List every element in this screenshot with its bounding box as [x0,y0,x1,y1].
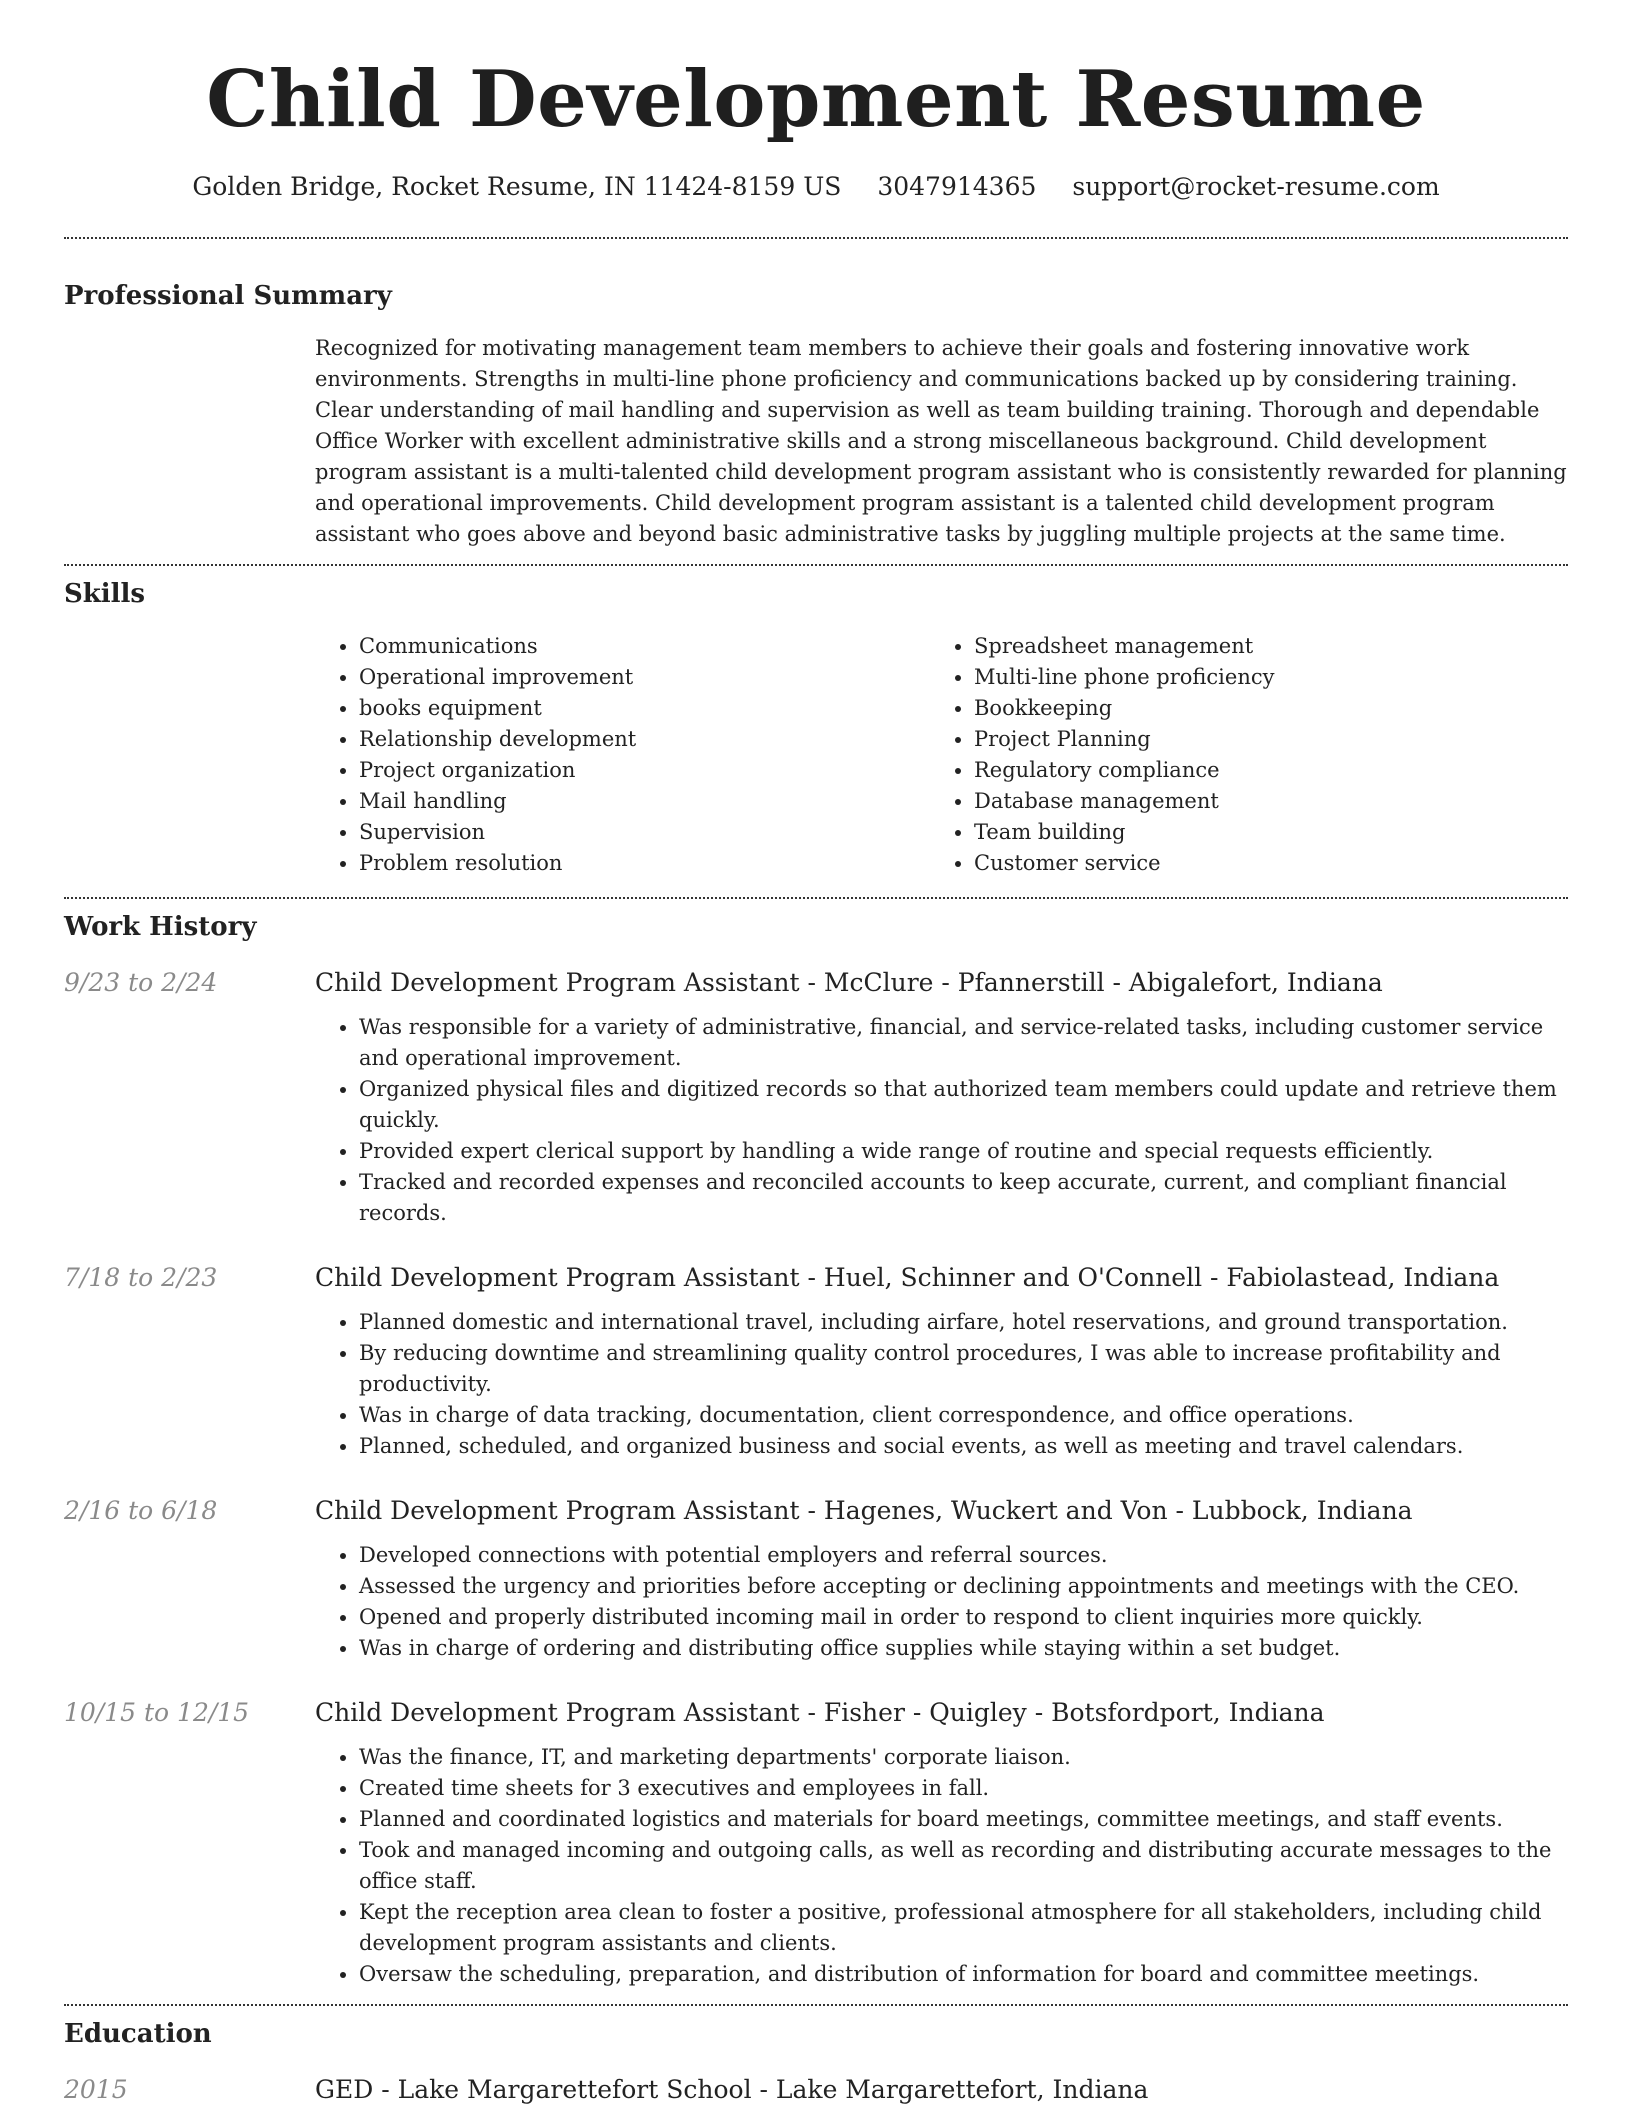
job-title: Child Development Program Assistant - McClure - Pfannerstill - Abigalefort, Indiana [315,968,1383,997]
skill-item: • Multi-line phone proficiency [974,662,1545,693]
section-heading: Work History [64,912,257,942]
job-entry [64,1494,1568,1664]
job-entry [64,966,1568,1229]
job-bullet: • Planned and coordinated logistics and materials for board meetings, committee meetings, and staff events. [359,1804,1568,1835]
skill-item: • Supervision [359,817,930,848]
job-bullet: • Was the finance, IT, and marketing departments' corporate liaison. [359,1742,1568,1773]
job-date: 9/23 to 2/24 [64,968,218,997]
job-bullets [315,1742,1568,1990]
section-heading: Education [64,2019,212,2049]
education-section [64,2017,1568,2107]
job-bullet: • Developed connections with potential employers and referral sources. [359,1540,1568,1571]
job-bullets [315,1540,1568,1664]
contact-address: Golden Bridge, Rocket Resume, IN 11424-8159 US [192,172,842,201]
job-entry [64,1696,1568,1990]
job-title: Child Development Program Assistant - Huel, Schinner and O'Connell - Fabiolastead, Indiana [315,1263,1500,1292]
skills-section [64,577,1568,879]
job-bullet: • Organized physical files and digitized records so that authorized team members could update and retrieve them quickly. [359,1074,1568,1136]
job-date: 2/16 to 6/18 [64,1496,218,1525]
job-details [315,1494,1568,1664]
contact-email: support@rocket-resume.com [1072,172,1440,201]
skills-grid [315,631,1568,879]
skill-item: • Communications [359,631,930,662]
skill-item: • Team building [974,817,1545,848]
education-entry [64,2073,1568,2107]
job-bullets [315,1307,1568,1462]
divider [64,237,1568,239]
work-history-section [64,910,1568,1990]
job-bullet: • Planned, scheduled, and organized business and social events, as well as meeting and travel calendars. [359,1431,1568,1462]
divider [64,2004,1568,2006]
job-bullet: • Was in charge of data tracking, documentation, client correspondence, and office operations. [359,1400,1568,1431]
job-details [315,1696,1568,1990]
divider [64,897,1568,899]
job-bullet: • Created time sheets for 3 executives and employees in fall. [359,1773,1568,1804]
skill-item: • Mail handling [359,786,930,817]
contact-line [64,170,1568,204]
job-bullet: • Tracked and recorded expenses and reconciled accounts to keep accurate, current, and compliant financial records. [359,1167,1568,1229]
resume-page [64,0,1568,2107]
job-bullet: • Took and managed incoming and outgoing calls, as well as recording and distributing accurate messages to the office staff. [359,1835,1568,1897]
job-bullet: • Kept the reception area clean to foster a positive, professional atmosphere for all stakeholders, including child development program assistants and clients. [359,1897,1568,1959]
job-entry [64,1261,1568,1462]
skill-item: • Database management [974,786,1545,817]
education-details [315,2073,1568,2107]
education-date: 2015 [64,2075,128,2104]
skill-item: • Problem resolution [359,848,930,879]
job-details [315,966,1568,1229]
job-bullet: • Oversaw the scheduling, preparation, and distribution of information for board and committee meetings. [359,1959,1568,1990]
skills-column-right [930,631,1545,879]
page-title: Child Development Resume [206,54,1426,145]
skill-item: • Bookkeeping [974,693,1545,724]
skill-item: • Project organization [359,755,930,786]
summary-section [64,279,1568,550]
job-bullet: • Was in charge of ordering and distributing office supplies while staying within a set budget. [359,1633,1568,1664]
job-title: Child Development Program Assistant - Fisher - Quigley - Botsfordport, Indiana [315,1698,1325,1727]
skill-item: • Project Planning [974,724,1545,755]
section-heading: Professional Summary [64,281,392,311]
skill-item: • Regulatory compliance [974,755,1545,786]
divider [64,564,1568,566]
job-bullets [315,1012,1568,1229]
education-title: GED - Lake Margarettefort School - Lake Margarettefort, Indiana [315,2075,1149,2104]
job-bullet: • Opened and properly distributed incoming mail in order to respond to client inquiries more quickly. [359,1602,1568,1633]
job-bullet: • Assessed the urgency and priorities before accepting or declining appointments and meetings with the CEO. [359,1571,1568,1602]
job-title: Child Development Program Assistant - Hagenes, Wuckert and Von - Lubbock, Indiana [315,1496,1413,1525]
job-bullet: • By reducing downtime and streamlining quality control procedures, I was able to increase profitability and productivity. [359,1338,1568,1400]
job-bullet: • Was responsible for a variety of administrative, financial, and service-related tasks, including customer service and operational improvement. [359,1012,1568,1074]
contact-phone: 3047914365 [877,172,1037,201]
summary-text: Recognized for motivating management team members to achieve their goals and fostering innovative work environments. Strengths in multi-line phone proficiency and communications backed up by considering training. Clear understanding of mail handling and supervision as well as team building training. Thorough and dependable Office Worker with excellent administrative skills and a strong miscellaneous background. Child development program assistant is a multi-talented child development program assistant who is consistently rewarded for planning and operational improvements. Child development program assistant is a talented child development program assistant who goes above and beyond basic administrative tasks by juggling multiple projects at the same time. [315,336,1567,546]
skills-column-left [315,631,930,879]
job-bullet: • Provided expert clerical support by handling a wide range of routine and special requests efficiently. [359,1136,1568,1167]
skill-item: • Spreadsheet management [974,631,1545,662]
job-details [315,1261,1568,1462]
skill-item: • books equipment [359,693,930,724]
section-heading: Skills [64,579,146,609]
skill-item: • Operational improvement [359,662,930,693]
job-date: 10/15 to 12/15 [64,1698,250,1727]
skill-item: • Relationship development [359,724,930,755]
job-bullet: • Planned domestic and international travel, including airfare, hotel reservations, and ground transportation. [359,1307,1568,1338]
job-date: 7/18 to 2/23 [64,1263,218,1292]
skill-item: • Customer service [974,848,1545,879]
